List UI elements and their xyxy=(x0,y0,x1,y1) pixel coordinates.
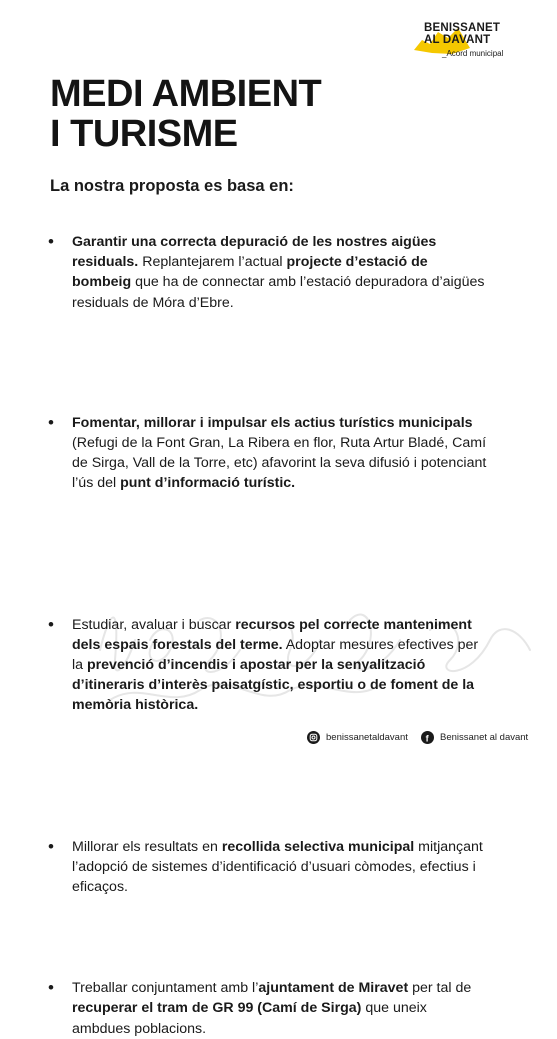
logo xyxy=(412,18,532,64)
list-item xyxy=(48,232,488,313)
facebook-icon xyxy=(421,731,434,744)
bold-text: Garantir una correcta depuració de les nostres aigües residuals. xyxy=(72,234,437,271)
page-title xyxy=(50,74,321,154)
instagram-handle: benissanetaldavant xyxy=(326,732,408,743)
body-text: Estudiar, avaluar i buscar xyxy=(72,616,236,633)
bold-text: recursos pel correcte manteniment dels espais forestals del terme. xyxy=(72,616,472,653)
title-line-2: I TURISME xyxy=(50,113,238,155)
bold-text: Fomentar, millorar i impulsar els actius turístics municipals xyxy=(72,414,473,431)
bold-text: recuperar el tram de GR 99 (Camí de Sirga) xyxy=(72,1000,362,1017)
title-line-1: MEDI AMBIENT xyxy=(50,73,322,115)
item-text xyxy=(72,839,483,895)
item-text xyxy=(72,415,486,492)
body-text: Replantejarem l’actual xyxy=(138,254,287,271)
item-text xyxy=(72,980,471,1036)
list-item xyxy=(48,837,488,898)
logo-line-1: BENISSANET xyxy=(424,22,501,34)
bold-text: prevenció d’incendis i apostar per la senyalització d’itineraris d’interès paisatgístic, esportiu o de foment de la memòria històrica. xyxy=(72,657,475,714)
svg-text:f: f xyxy=(425,733,429,744)
instagram-icon xyxy=(307,731,320,744)
bold-text: ajuntament de Miravet xyxy=(258,980,409,997)
facebook-link[interactable] xyxy=(421,731,528,744)
list-item xyxy=(48,615,488,716)
body-text: mitjançant l’adopció de sistemes d’identificació d’usuari còmodes, efectius i eficaços. xyxy=(72,838,483,896)
body-text: Millorar els resultats en xyxy=(72,838,222,855)
body-text: que ha de connectar amb l’estació depuradora d’aigües residuals de Móra d’Ebre. xyxy=(72,274,485,311)
subtitle: La nostra proposta es basa en: xyxy=(50,177,294,195)
body-text: Treballar conjuntament amb l’ xyxy=(72,980,259,997)
logo-line-2: AL DAVANT xyxy=(424,34,491,46)
body-text: Adoptar mesures efectives per la xyxy=(72,636,479,674)
body-text: (Refugi de la Font Gran, La Ribera en flor, Ruta Artur Bladé, Camí de Sirga, Vall de la Torre, etc) afavorint la seva difusió i potenciant l’ús del xyxy=(72,435,487,492)
bold-text: projecte d’estació de bombeig xyxy=(72,254,428,291)
body-text: que uneix ambdues poblacions. xyxy=(72,1000,427,1037)
logo-line-3: _Acord municipal xyxy=(442,49,504,58)
bold-text: punt d’informació turístic. xyxy=(120,475,296,492)
item-text xyxy=(72,234,484,311)
instagram-link[interactable] xyxy=(307,731,408,744)
list-item xyxy=(48,413,488,494)
facebook-name: Benissanet al davant xyxy=(440,732,529,743)
item-text xyxy=(72,617,478,714)
list-item xyxy=(48,978,488,1039)
bold-text: recollida selectiva municipal xyxy=(221,838,415,855)
body-text: per tal de xyxy=(408,980,472,997)
